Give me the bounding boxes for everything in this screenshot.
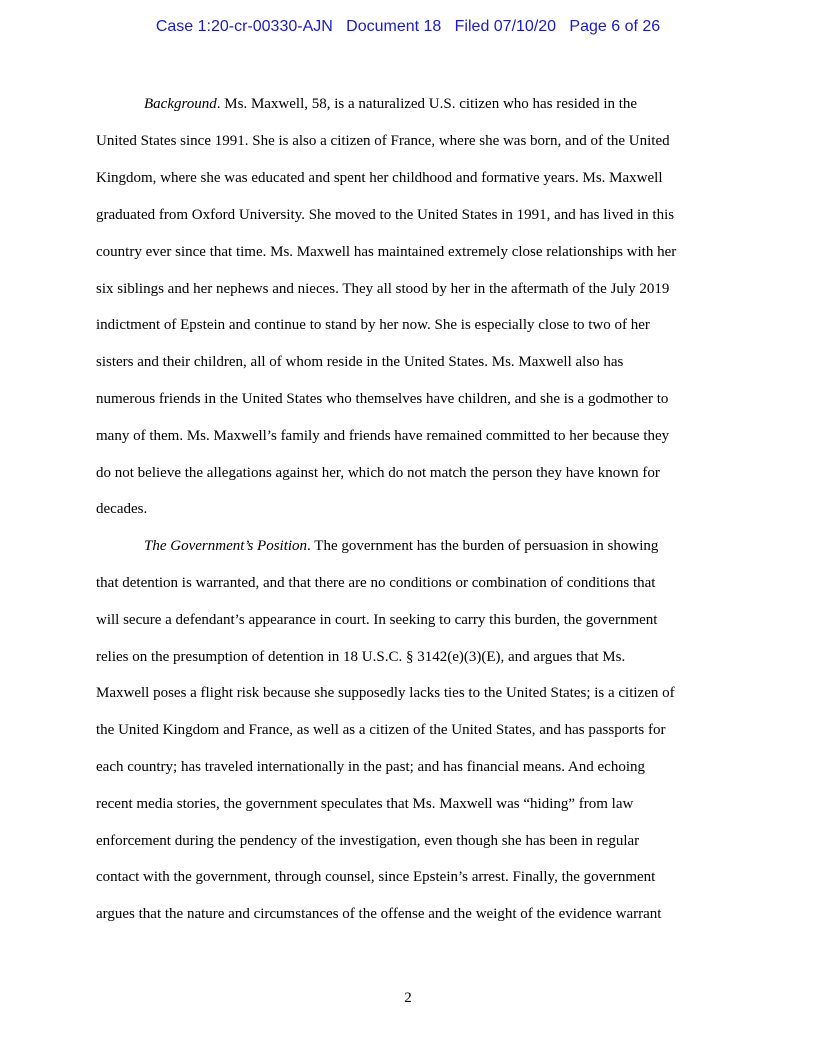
paragraph-heading-government-position: The Government’s Position xyxy=(144,538,308,554)
paragraph-government-position-line: relies on the presumption of detention in 18 U.S.C. § 3142(e)(3)(E), and argues that Ms. xyxy=(96,649,626,665)
paragraph-government-position-line: the United Kingdom and France, as well as a citizen of the United States, and has passports for xyxy=(96,722,666,738)
paragraph-government-position-line: Maxwell poses a flight risk because she supposedly lacks ties to the United States; is a citizen of xyxy=(96,685,675,701)
page-indicator: Page 6 of 26 xyxy=(569,18,661,35)
paragraph-background-line: do not believe the allegations against her, which do not match the person they have known for xyxy=(96,465,660,481)
paragraph-background-line: indictment of Epstein and continue to stand by her now. She is especially close to two of her xyxy=(96,317,650,333)
paragraph-government-position-line: recent media stories, the government speculates that Ms. Maxwell was “hiding” from law xyxy=(96,796,634,812)
paragraph-background-line: United States since 1991. She is also a citizen of France, where she was born, and of the United xyxy=(96,133,670,149)
paragraph-government-position-line: contact with the government, through counsel, since Epstein’s arrest. Finally, the government xyxy=(96,869,656,885)
paragraph-background-line: Background. Ms. Maxwell, 58, is a naturalized U.S. citizen who has resided in the xyxy=(144,96,638,112)
paragraph-government-position-line: that detention is warranted, and that there are no conditions or combination of conditions that xyxy=(96,575,656,591)
paragraph-government-position-line: The Government’s Position. The government has the burden of persuasion in showing xyxy=(144,538,659,554)
case-header xyxy=(0,16,816,38)
paragraph-government-position-line: enforcement during the pendency of the investigation, even though she has been in regular xyxy=(96,833,640,849)
page-number: 2 xyxy=(404,990,412,1006)
paragraph-heading-background: Background xyxy=(144,96,217,112)
paragraph-background-line: many of them. Ms. Maxwell’s family and friends have remained committed to her because they xyxy=(96,428,670,444)
paragraph-government-position-line: argues that the nature and circumstances of the offense and the weight of the evidence warrant xyxy=(96,906,662,922)
paragraph-background-line: numerous friends in the United States who themselves have children, and she is a godmother to xyxy=(96,391,669,407)
paragraph-background-line: decades. xyxy=(96,501,148,517)
filed-date: Filed 07/10/20 xyxy=(454,18,557,35)
paragraph-background-line: country ever since that time. Ms. Maxwell has maintained extremely close relationships with her xyxy=(96,244,677,260)
paragraph-background-line: Kingdom, where she was educated and spent her childhood and formative years. Ms. Maxwell xyxy=(96,170,663,186)
paragraph-background-line: sisters and their children, all of whom reside in the United States. Ms. Maxwell also has xyxy=(96,354,624,370)
paragraph-background-line: six siblings and her nephews and nieces. They all stood by her in the aftermath of the July 2019 xyxy=(96,281,670,297)
document-number: Document 18 xyxy=(346,18,442,35)
case-number: Case 1:20-cr-00330-AJN xyxy=(155,18,333,35)
paragraph-government-position-line: will secure a defendant’s appearance in court. In seeking to carry this burden, the government xyxy=(96,612,658,628)
paragraph-government-position-line: each country; has traveled internationally in the past; and has financial means. And echoing xyxy=(96,759,645,775)
paragraph-background-line: graduated from Oxford University. She moved to the United States in 1991, and has lived in this xyxy=(96,207,675,223)
